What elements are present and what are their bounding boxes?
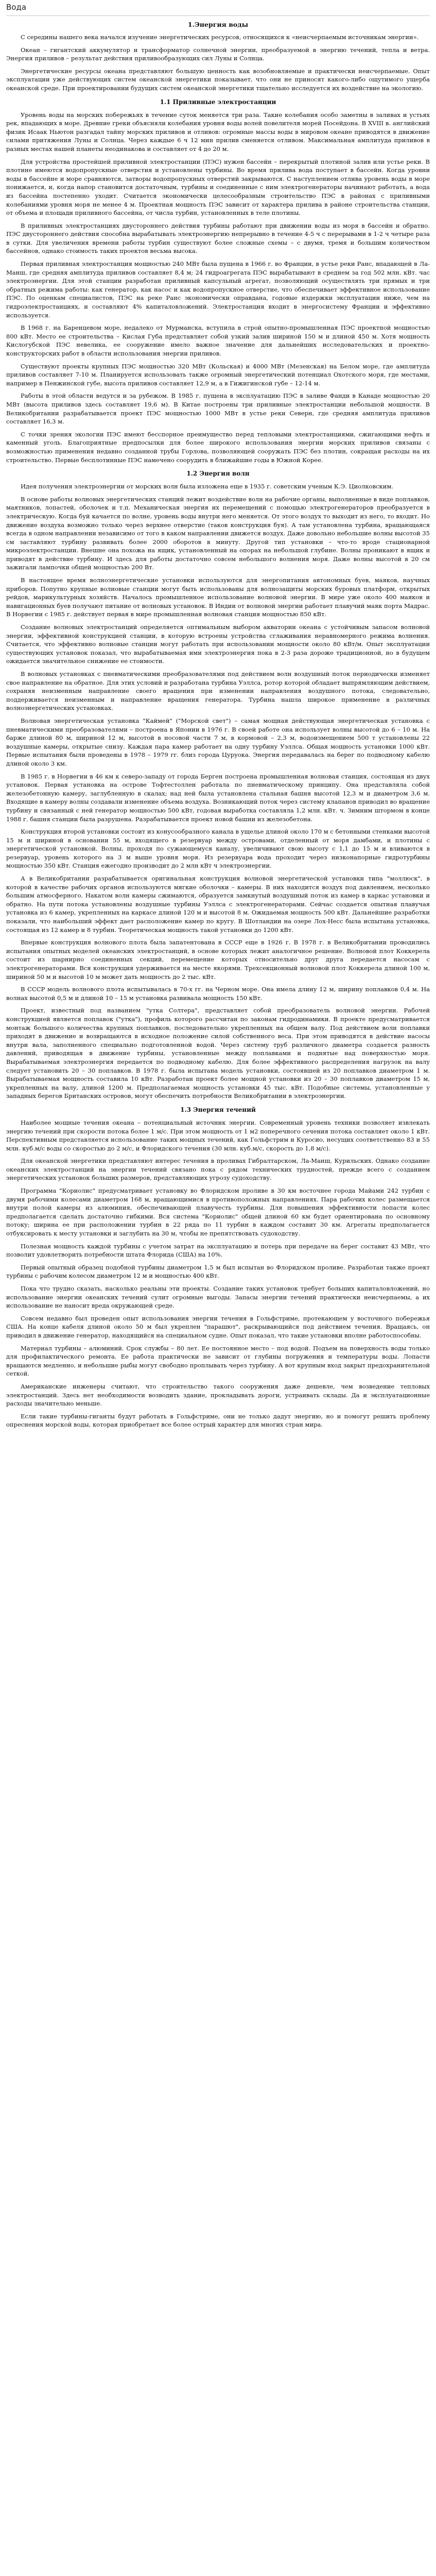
section-paragraph: В приливных электростанциях двустороннего действия турбины работают при движении воды из моря в бассейн и обратно. ПЭС двустороннего действия способна вырабатывать электроэнергию непрерывно в течение 4-5 ч с перерывами в 1-2 ч четыре раза в сутки. Для увеличения времени работы турбин существуют более сложные схемы – с двумя, тремя и большим количеством бассейнов, однако стоимость таких проектов весьма высока. [6, 222, 430, 255]
section-paragraph: А в Великобритании разрабатывается оригинальная конструкция волновой энергетической установки типа "моллюск", в которой в качестве рабочих органов используются мягкие оболочки – камеры. В них находится воздух под давлением, несколько большим атмосферного. Накатом волн камеры сжимаются, образуется замкнутый воздушный поток из камер в каркас установки и обратно. На пути потока установлены воздушные турбины Уэллса с электрогенераторами. Сейчас создается опытная плавучая установка из 6 камер, укрепленных на каркасе длиной 120 м и высотой 8 м. Ожидаемая мощность 500 кВт. Дальнейшие разработки показали, что наибольший эффект дает расположение камер по кругу. В Шотландии на озере Лох-Несс была испытана установка, состоящая из 12 камер и 8 турбин. Теоретическая мощность такой установки до 1200 кВт. [6, 875, 430, 934]
chapter-title: 1.Энергия воды [187, 21, 249, 28]
section-paragraph: Американские инженеры считают, что строительство такого сооружения даже дешевле, чем возведение тепловых электростанций. Здесь нет необходимости возводить здание, прокладывать дороги, устраивать склады. Да и эксплуатационные расходы значительно меньше. [6, 1382, 430, 1408]
section-paragraph: Если такие турбины-гиганты будут работать в Гольфстриме, они не только дадут энергию, но и помогут решить проблему опреснения морской воды, которая приобретает все более острый характер для многих стран мира. [6, 1412, 430, 1429]
section-1 [6, 98, 430, 465]
intro-paragraph: Энергетические ресурсы океана представляют большую ценность как возобновляемые и практически неисчерпаемые. Опыт эксплуатации уже действующих систем океанской энергетики показывает, что они не приносят какого-либо ощутимого ущерба океанской среде. При проектировании будущих систем океанской энергетики тщательно исследуется их воздействие на экологию. [6, 67, 430, 92]
section-title: 1.1 Приливные электростанции [160, 98, 276, 106]
intro-block [6, 33, 430, 93]
section-paragraph: Работы в этой области ведутся и за рубежом. В 1985 г. пущена в эксплуатацию ПЭС в заливе Фанди в Канаде мощностью 20 МВт (высота приливов здесь составляет 19,6 м). В Китае построены три приливные электростанции небольшой мощности. В Великобритании разрабатывается проект ПЭС мощностью 1000 МВт в устье реки Северн, где средняя амплитуда приливов составляет 16,3 м. [6, 392, 430, 426]
section-paragraph: В основе работы волновых энергетических станций лежит воздействие волн на рабочие органы, выполненные в виде поплавков, маятников, лопастей, оболочек и т.п. Механическая энергия их перемещений с помощью электрогенераторов преобразуется в электрическую. Когда буй качается по волне, уровень воды внутри него меняется. От этого воздух то выходит из него, то входит. Но движение воздуха возможно только через верхнее отверстие (таков конструкция буя). А там установлена турбина, вращающаяся всегда в одном направлении независимо от того в каком направлении движется воздух. Даже довольно небольшие волны высотой 35 см заставляют турбину развивать более 2000 оборотов в минуту. Другой тип установки – что-то вроде стационарной микроэлектростанции. Внешне она похожа на ящик, установленный на опорах на небольшой глубине. Волны проникают в ящик и приводят в действие турбину. И здесь для работы достаточно совсем небольшого волнения моря. Даже волны высотой в 20 см зажигали лампочки общей мощностью 200 Вт. [6, 495, 430, 571]
section-paragraph: Для устройства простейшей приливной электростанции (ПЭС) нужен бассейн – перекрытый плотиной залив или устье реки. В плотине имеются водопропускные отверстия и установлены турбины. Во время прилива вода поступает в бассейн. Когда уровни воды в бассейне и море сравняются, затворы водопропускных отверстий закрываются. С наступлением отлива уровень воды в море понижается, и, когда напор становится достаточным, турбины и соединенные с ним электрогенераторы начинают работать, а вода из бассейна постепенно уходит. Считается экономически целесообразным строительство ПЭС в районах с приливными колебаниями уровня моря не менее 4 м. Проектная мощность ПЭС зависит от характера прилива в районе строительства станции, от объема и площади приливного бассейна, от числа турбин, установленных в теле плотины. [6, 158, 430, 217]
section-paragraph: Волновая энергетическая установка "Каймей" ("Морской свет") – самая мощная действующая энергетическая установка с пневматическими преобразователями – построена в Японии в 1976 г. В своей работе она использует волны высотой до 6 – 10 м. На барже длиной 80 м, шириной 12 м, высотой в носовой части 7 м, в кормовой – 2,3 м, водоизмещением 500 т установлены 22 воздушные камеры, открытые снизу. Каждая пара камер работает на одну турбину Уэллса. Общая мощность установки 1000 кВт. Первые испытания были проведены в 1978 – 1979 гг. близ города Цуруока. Энергия передавалась на берег по подводному кабелю длиной около 3 км. [6, 717, 430, 767]
section-paragraph: Впервые конструкция волнового плота была запатентована в СССР еще в 1926 г. В 1978 г. в Великобритании проводились испытания опытных моделей океанских электростанций, в основе которых лежит аналогичное решение. Волновой плот Коккерела состоит из шарнирно соединенных секций, перемещение которых относительно друг друга передается насосам с электрогенераторами. Вся конструкция удерживается на месте якорями. Трехсекционный волновой плот Коккерела длиной 100 м, шириной 50 м и высотой 10 м может дать мощность до 2 тыс. кВт. [6, 939, 430, 980]
intro-paragraph: Океан – гигантский аккумулятор и трансформатор солнечной энергии, преобразуемой в энергию течений, тепла и ветра. Энергия приливов – результат действия приливообразующих сил Луны и Солнца. [6, 46, 430, 62]
section-paragraph: В СССР модель волнового плота испытывалась в 70-х гг. на Черном море. Она имела длину 12 м, ширину поплавков 0,4 м. На волнах высотой 0,5 м и длиной 10 – 15 м установка развивала мощность 150 кВт. [6, 986, 430, 1002]
section-paragraph: В волновых установках с пневматическими преобразователями под действием волн воздушный поток периодически изменяет свое направление на обратное. Для этих условий и разработана турбина Уэллса, ротор которой обладает выпрямляющим действием, сохраняя неизменным направление своего вращения при изменении направления воздушного потока, следовательно, поддерживается неизменным и направление вращения генератора. Турбина нашла широкое применение в различных волноэнергетических установках. [6, 670, 430, 712]
section-2 [6, 469, 430, 1100]
section-paragraph: Для океанской энергетики представляют интерес течения в проливах Гибралтарском, Ла-Манш, Курильских. Однако создание океанских электростанций на энергии течений связано пока с рядом технических трудностей, прежде всего с созданием энергетических установок больших размеров, представляющих угрозу судоходству. [6, 1157, 430, 1182]
section-paragraph: Идея получения электроэнергии от морских волн была изложена еще в 1935 г. советским ученым К.Э. Циолковским. [21, 483, 393, 490]
intro-paragraph: С середины нашего века начался изучение энергетических ресурсов, относящихся к «неисчерпаемым источникам энергии». [21, 33, 419, 41]
section-paragraph: Создание волновых электростанций определяется оптимальным выбором акватории океана с устойчивым запасом волновой энергии, эффективной конструкцией станции, в которую встроены устройства сглаживания неравномерного режима волнения. Считается, что эффективно волновые станции могут работать при использовании мощности около 80 кВт/м. Опыт эксплуатации существующих установок показал, что вырабатываемая ими электроэнергия пока в 2-3 раза дороже традиционной, но в будущем ожидается значительное снижение ее стоимости. [6, 623, 430, 665]
section-paragraph: Проект, известный под названием "утка Солтера", представляет собой преобразователь волновой энергии. Рабочей конструкцией является поплавок ("утка"), профиль которого рассчитан по законам гидродинамики. В проекте предусматривается монтаж большого количества крупных поплавков, последовательно укрепленных на общем валу. Под действием волн поплавки приходят в движение и возвращаются в исходное положение силой собственного веса. При этом приводятся в действие насосы внутри вала, заполненного специально подготовленной водой. Через систему труб различного диаметра создается разность давлений, приводящая в движение турбины, установленные между поплавками и поднятые над поверхностью моря. Вырабатываемая электроэнергия передается по подводному кабелю. Для более эффективного распределения нагрузок на валу следует установить 20 – 30 поплавков. В 1978 г. была испытана модель установки, состоявшей из 20 поплавков диаметром 1 м. Вырабатываемая мощность составила 10 кВт. Разработан проект более мощной установки из 20 – 30 поплавков диаметром 15 м, укрепленных на валу, длиной 1200 м. Предполагаемая мощность установки 45 тыс. кВт. Подобные системы, установленные у западных берегов Британских островов, могут обеспечить потребности Великобритании в электроэнергии. [6, 1007, 430, 1100]
section-paragraph: Первая приливная электростанция мощностью 240 МВт была пущена в 1966 г. во Франции, в устье реки Ранс, впадающей в Ла-Манш, где средняя амплитуда приливов составляет 8,4 м; 24 гидроагрегата ПЭС вырабатывают в среднем за год 502 млн. кВт. час электроэнергии. Для этой станции разработан приливный капсульный агрегат, позволяющий осуществлять три прямых и три обратных режима работы: как генератор, как насос и как водопропускное отверстие, что обеспечивает эффективное использование ПЭС. По оценкам специалистов, ПЭС на реке Ранс экономически оправдана, годовые издержки эксплуатации ниже, чем на гидроэлектростанциях, и составляют 4% капиталовложений. Электростанция входит в энергосистему Франции и эффективно используется. [6, 260, 430, 319]
section-paragraph: Существуют проекты крупных ПЭС мощностью 320 МВт (Кольская) и 4000 МВт (Мезенская) на Белом море, где амплитуда приливов составляет 7-10 м. Планируется использовать также огромный энергетический потенциал Охотского моря, где местами, например в Пенжинской губе, высота приливов составляет 12,9 м, а в Гижигинской губе – 12-14 м. [6, 362, 430, 387]
section-paragraph: Наиболее мощные течения океана – потенциальный источник энергии. Современный уровень техники позволяет извлекать энергию течений при скорости потока более 1 м/с. При этом мощность от 1 м2 поперечного сечения потока составляет около 1 кВт. Перспективным представляется использование таких мощных течений, как Гольфстрим и Куросио, несущих соответственно 83 и 55 млн. куб.м/с воды со скоростью до 2 м/с, и Флоридского течения (30 млн. куб.м/с, скорость до 1,8 м/с). [6, 1118, 430, 1152]
page-header-title: Вода [6, 0, 430, 16]
section-3 [6, 1106, 430, 1429]
section-paragraph: В 1985 г. в Норвегии в 46 км к северо-западу от города Берген построена промышленная волновая станция, состоящая из двух установок. Первая установка на острове Тофтестоллен работала по пневматическому принципу. Она представляла собой железобетонную камеру, заглубленную в скалах; над ней была установлена стальная башня высотой 12,3 м и диаметром 3,6 м. Входящие в камеру волны создавали изменение объема воздуха. Возникающий поток через систему клапанов приводил во вращение турбину и связанный с ней генератор мощностью 500 кВт, годовая выработка составляла 1,2 млн. кВт. ч. Зимним штормом в конце 1988 г. башня станции была разрушена. Разрабатывается проект новой башни из железобетона. [6, 772, 430, 823]
section-paragraph: В 1968 г. на Баренцевом море, недалеко от Мурманска, вступила в строй опытно-промышленная ПЭС проектной мощностью 800 кВт. Место ее строительства – Кислая Губа представляет собой узкий залив шириной 150 м и длиной 450 м. Хотя мощность Кислогубской ПЭС невелика, ее сооружение имело важное значение для дальнейших исследовательских и проектно-конструкторских работ в области использования энергии приливов. [6, 324, 430, 357]
section-paragraph: Первый опытный образец подобной турбины диаметром 1,5 м был испытан во Флоридском проливе. Разработан также проект турбины с рабочим колесом диаметром 12 м и мощностью 400 кВт. [6, 1263, 430, 1280]
section-paragraph: С точки зрения экологии ПЭС имеют бесспорное преимущество перед тепловыми электростанциями, сжигающими нефть и каменный уголь. Благоприятные предпосылки для более широкого использования энергии морских приливов связаны с возможностью применения недавно созданной трубы Горлова, позволяющей сооружать ПЭС без плотин, сокращая расходы на их строительство. Первые бесплотинные ПЭС намечено соорудить в ближайшие годы в Южной Корее. [6, 430, 430, 464]
sections-container [6, 98, 430, 1429]
section-paragraph: Уровень воды на морских побережьях в течение суток меняется три раза. Такие колебания особо заметны в заливах и устьях рек, впадающих в море. Древние греки объясняли колебания уровня воды волей повелителя морей Посейдона. В XVIII в. английский физик Исаак Ньютон разгадал тайну морских приливов и отливов: огромные массы воды в мировом океане приводятся в движение силами притяжения Луны и Солнца. Через каждые 6 ч 12 мин прилив сменяется отливом. Максимальная амплитуда приливов в разных местах нашей планеты неодинакова и составляет от 4 до 20 м. [6, 111, 430, 152]
section-title: 1.2 Энергия волн [186, 470, 250, 478]
section-paragraph: Конструкция второй установки состоит из конусообразного канала в ущелье длиной около 170 м с бетонными стенками высотой 15 м и шириной в основании 55 м, входящего в резервуар между островами, отделенный от моря дамбами, и плотины с энергетической установкой. Волны, проходя по сужающемуся каналу, увеличивают свою высоту с 1,1 до 15 м и вливаются в резервуар, уровень которого на 3 м выше уровня моря. Из резервуара вода проходит через низконапорные гидротурбины мощностью 350 кВт. Станция ежегодно производит до 2 млн кВт ч электроэнергии. [6, 828, 430, 870]
section-paragraph: Полезная мощность каждой турбины с учетом затрат на эксплуатацию и потерь при передаче на берег составит 43 МВт, что позволит удовлетворить потребности штата Флорида (США) на 10%. [6, 1242, 430, 1259]
section-paragraph: Совсем недавно был проведен опыт использования энергии течения в Гольфстриме, протекающем у восточного побережья США. На конце кабеля длиной около 50 м был укреплен "парашют", раскрывающийся под действием течения. Вращаясь, он приводил в движение генератор, находящийся на специальном судне. Опыт показал, что такие установки вполне работоспособны. [6, 1314, 430, 1339]
section-paragraph: Материал турбины – алюминий. Срок службы – 80 лет. Ее постоянное место – под водой. Подъем на поверхность воды только для профилактического ремонта. Ее работа практически не зависит от глубины погружения и температуры воды. Лопасти вращаются медленно, и небольшие рыбы могут свободно проплывать через турбину. А вот крупным вход закрыт предохранительной сеткой. [6, 1344, 430, 1378]
section-paragraph: Пока что трудно сказать, насколько реальны эти проекты. Создание таких установок требует больших капиталовложений, но использование энергии океанских течений сулит огромные выгоды. Запасы энергии течений практически неисчерпаемы, а их использование не наносит вреда окружающей среде. [6, 1285, 430, 1310]
section-paragraph: Программа "Кориолис" предусматривает установку во Флоридском проливе в 30 км восточнее города Майами 242 турбин с двумя рабочими колесами диаметром 168 м, вращающимися в противоположных направлениях. Пара рабочих колес размещается внутри полой камеры из алюминия, обеспечивающей плавучесть турбины. Для повышения эффективности лопасти колес предполагается сделать достаточно гибкими. Вся система "Кориолис" общей длиной 60 км будет ориентирована по основному потоку; ширина ее при расположении турбин в 22 ряда по 11 турбин в каждом составит 30 км. Агрегаты предполагается отбуксировать к месту установки и заглубить на 30 м, чтобы не препятствовать судоходству. [6, 1187, 430, 1238]
section-paragraph: В настоящее время волноэнергетические установки используются для энергопитания автономных буев, маяков, научных приборов. Попутно крупные волновые станции могут быть использованы для волнозащиты морских буровых платформ, открытых рейдов, марикультурных хозяйств. Началось промышленное использование волновой энергии. В мире уже около 400 маяков и навигационных буев получают питание от волновых установок. В Индии от волновой энергии работает плавучий маяк порта Мадрас. В Норвегии с 1985 г. действует первая в мире промышленная волновая станция мощностью 850 кВт. [6, 577, 430, 618]
section-title: 1.3 Энергия течений [180, 1106, 256, 1113]
